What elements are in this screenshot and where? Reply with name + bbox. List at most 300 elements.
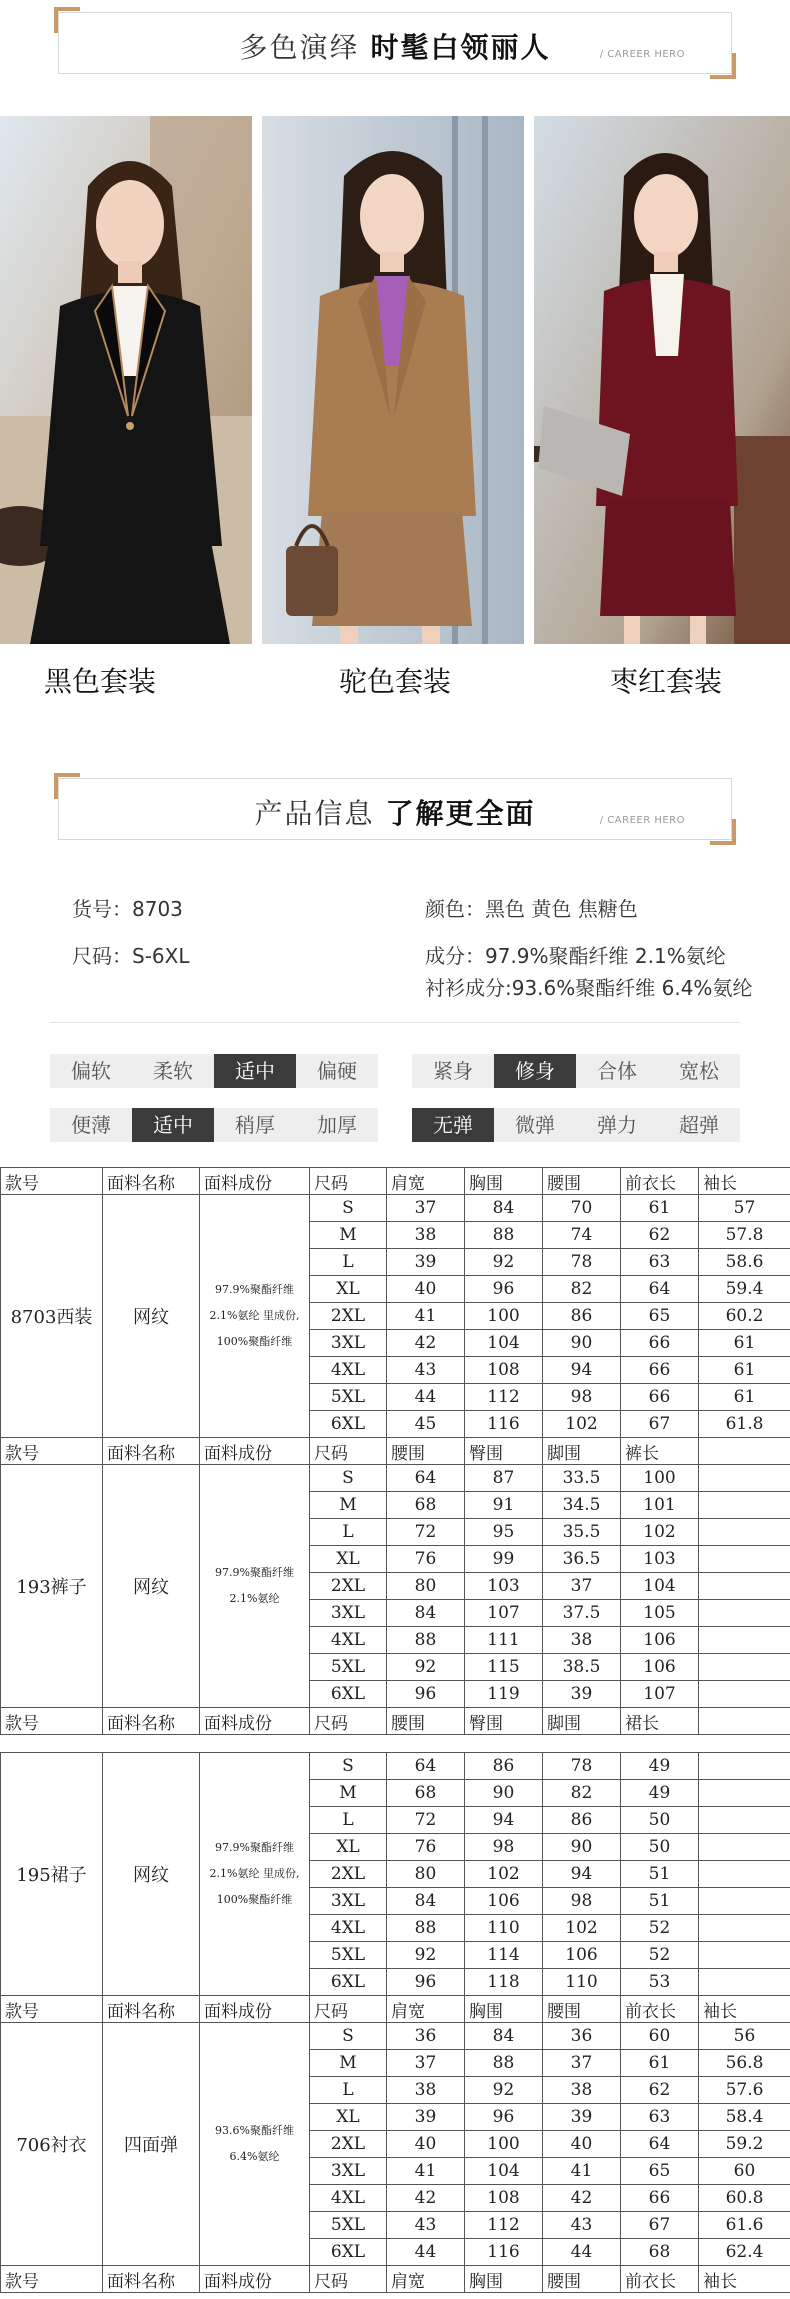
measurement-cell xyxy=(699,1753,790,1780)
measurement-cell: 92 xyxy=(465,1249,543,1276)
measurement-cell: 37.5 xyxy=(543,1600,621,1627)
size-label-cell: 5XL xyxy=(310,1384,387,1411)
table-row xyxy=(1,1753,790,1780)
size-table-header-row xyxy=(1,1996,790,2023)
measurement-cell: 49 xyxy=(621,1753,699,1780)
measurement-cell: 38 xyxy=(543,2077,621,2104)
measurement-cell: 65 xyxy=(621,2158,699,2185)
size-label-cell: 2XL xyxy=(310,2131,387,2158)
measurement-cell: 44 xyxy=(387,2239,465,2266)
size-range: 尺码：S-6XL xyxy=(72,944,190,968)
measurement-cell xyxy=(699,1627,790,1654)
measurement-cell: 86 xyxy=(465,1753,543,1780)
column-header: 袖长 xyxy=(699,2266,790,2293)
measurement-cell: 67 xyxy=(621,1411,699,1438)
column-header: 面料名称 xyxy=(103,1438,200,1465)
measurement-cell: 92 xyxy=(387,1654,465,1681)
measurement-cell: 37 xyxy=(387,2050,465,2077)
measurement-cell: 66 xyxy=(621,1384,699,1411)
column-header: 尺码 xyxy=(310,1708,387,1735)
measurement-cell: 106 xyxy=(465,1888,543,1915)
measurement-cell xyxy=(699,1492,790,1519)
column-header: 尺码 xyxy=(310,1438,387,1465)
elasticity-option-selected: 无弹 xyxy=(412,1108,494,1142)
fit-option-selected: 修身 xyxy=(494,1054,576,1088)
measurement-cell: 100 xyxy=(465,1303,543,1330)
size-label-cell: 4XL xyxy=(310,1357,387,1384)
size-label-cell: 4XL xyxy=(310,1915,387,1942)
banner-subtitle: / CAREER HERO xyxy=(599,49,685,60)
thickness-option: 稍厚 xyxy=(235,1113,275,1137)
measurement-cell: 50 xyxy=(621,1807,699,1834)
column-header: 腰围 xyxy=(387,1708,465,1735)
banner-title-plain: 多色演绎 xyxy=(239,31,360,64)
size-label-cell: 3XL xyxy=(310,1330,387,1357)
measurement-cell: 115 xyxy=(465,1654,543,1681)
column-header: 尺码 xyxy=(310,2266,387,2293)
measurement-cell: 52 xyxy=(621,1915,699,1942)
measurement-cell: 49 xyxy=(621,1780,699,1807)
measurement-cell: 36.5 xyxy=(543,1546,621,1573)
column-header: 面料名称 xyxy=(103,1168,200,1195)
measurement-cell xyxy=(699,1915,790,1942)
measurement-cell: 63 xyxy=(621,1249,699,1276)
banner-subtitle: / CAREER HERO xyxy=(599,815,685,826)
column-header: 尺码 xyxy=(310,1168,387,1195)
measurement-cell: 90 xyxy=(543,1834,621,1861)
size-label-cell: 5XL xyxy=(310,1942,387,1969)
caption-camel-suit: 驼色套装 xyxy=(338,665,451,698)
model-cell: 195裙子 xyxy=(1,1753,103,1996)
measurement-cell: 94 xyxy=(543,1861,621,1888)
measurement-cell: 41 xyxy=(387,2158,465,2185)
measurement-cell: 60.8 xyxy=(699,2185,790,2212)
measurement-cell: 57 xyxy=(699,1195,790,1222)
measurement-cell: 96 xyxy=(465,2104,543,2131)
measurement-cell: 88 xyxy=(465,2050,543,2077)
measurement-cell: 59.4 xyxy=(699,1276,790,1303)
size-label-cell: 3XL xyxy=(310,1888,387,1915)
size-label-cell: 2XL xyxy=(310,1573,387,1600)
measurement-cell: 106 xyxy=(621,1627,699,1654)
measurement-cell: 62 xyxy=(621,2077,699,2104)
column-header: 款号 xyxy=(1,2266,103,2293)
model-photo-camel-suit-image xyxy=(262,116,524,644)
fabric-composition: 成分：97.9%聚酯纤维 2.1%氨纶 xyxy=(425,944,726,968)
column-header: 面料成份 xyxy=(200,1168,310,1195)
measurement-cell: 88 xyxy=(387,1627,465,1654)
column-header: 脚围 xyxy=(543,1438,621,1465)
column-header: 前衣长 xyxy=(621,1168,699,1195)
measurement-cell: 98 xyxy=(543,1384,621,1411)
measurement-cell: 68 xyxy=(621,2239,699,2266)
size-label-cell: 2XL xyxy=(310,1303,387,1330)
size-label-cell: 6XL xyxy=(310,1969,387,1996)
size-label-cell: 5XL xyxy=(310,1654,387,1681)
measurement-cell xyxy=(699,1969,790,1996)
measurement-cell: 78 xyxy=(543,1753,621,1780)
measurement-cell: 112 xyxy=(465,2212,543,2239)
measurement-cell xyxy=(699,1654,790,1681)
measurement-cell: 84 xyxy=(387,1600,465,1627)
composition-cell: 97.9%聚酯纤维 2.1%氨纶 里成份, 100%聚酯纤维 xyxy=(200,1195,310,1438)
banner-title xyxy=(59,792,731,832)
measurement-cell: 41 xyxy=(387,1303,465,1330)
composition-cell: 97.9%聚酯纤维 2.1%氨纶 xyxy=(200,1465,310,1708)
model-photo-gallery xyxy=(0,116,790,644)
column-header: 腰围 xyxy=(387,1438,465,1465)
size-label-cell: S xyxy=(310,2023,387,2050)
column-header: 面料成份 xyxy=(200,1996,310,2023)
measurement-cell: 44 xyxy=(387,1384,465,1411)
size-label-cell: L xyxy=(310,2077,387,2104)
measurement-cell: 90 xyxy=(465,1780,543,1807)
measurement-cell: 106 xyxy=(543,1942,621,1969)
measurement-cell: 50 xyxy=(621,1834,699,1861)
measurement-cell: 94 xyxy=(543,1357,621,1384)
column-header: 臀围 xyxy=(465,1438,543,1465)
measurement-cell: 82 xyxy=(543,1276,621,1303)
elasticity-option: 超弹 xyxy=(679,1113,719,1137)
elasticity-option: 微弹 xyxy=(515,1113,555,1137)
column-header: 款号 xyxy=(1,1708,103,1735)
measurement-cell: 102 xyxy=(543,1411,621,1438)
measurement-cell: 61 xyxy=(699,1384,790,1411)
measurement-cell: 51 xyxy=(621,1888,699,1915)
banner-title-bold: 了解更全面 xyxy=(385,797,536,830)
thickness-option-selected: 适中 xyxy=(132,1108,214,1142)
thickness-option: 加厚 xyxy=(317,1113,357,1137)
measurement-cell: 33.5 xyxy=(543,1465,621,1492)
model-photo-wine-suit[interactable] xyxy=(534,116,790,644)
column-header xyxy=(699,1438,790,1465)
measurement-cell: 39 xyxy=(543,2104,621,2131)
measurement-cell: 104 xyxy=(465,2158,543,2185)
size-label-cell: L xyxy=(310,1807,387,1834)
softness-option: 偏软 xyxy=(71,1059,111,1083)
measurement-cell: 103 xyxy=(465,1573,543,1600)
measurement-cell: 70 xyxy=(543,1195,621,1222)
column-header: 面料成份 xyxy=(200,2266,310,2293)
measurement-cell: 100 xyxy=(465,2131,543,2158)
thickness-selector xyxy=(50,1108,378,1142)
measurement-cell: 42 xyxy=(543,2185,621,2212)
measurement-cell: 104 xyxy=(465,1330,543,1357)
measurement-cell: 45 xyxy=(387,1411,465,1438)
measurement-cell: 102 xyxy=(543,1915,621,1942)
model-photo-camel-suit[interactable] xyxy=(262,116,524,644)
measurement-cell: 98 xyxy=(465,1834,543,1861)
measurement-cell: 61 xyxy=(621,2050,699,2077)
measurement-cell: 40 xyxy=(387,1276,465,1303)
model-cell: 8703西装 xyxy=(1,1195,103,1438)
fit-option: 宽松 xyxy=(679,1059,719,1083)
measurement-cell: 76 xyxy=(387,1546,465,1573)
measurement-cell: 96 xyxy=(387,1681,465,1708)
caption-black-suit: 黑色套装 xyxy=(43,665,156,698)
measurement-cell: 44 xyxy=(543,2239,621,2266)
measurement-cell: 119 xyxy=(465,1681,543,1708)
measurement-cell xyxy=(699,1519,790,1546)
section-divider xyxy=(50,1022,740,1023)
measurement-cell xyxy=(699,1942,790,1969)
measurement-cell: 35.5 xyxy=(543,1519,621,1546)
measurement-cell: 106 xyxy=(621,1654,699,1681)
measurement-cell: 38 xyxy=(543,1627,621,1654)
size-label-cell: 6XL xyxy=(310,1681,387,1708)
measurement-cell: 116 xyxy=(465,1411,543,1438)
shirt-composition: 衬衫成分:93.6%聚酯纤维 6.4%氨纶 xyxy=(425,976,753,1000)
measurement-cell: 90 xyxy=(543,1330,621,1357)
size-label-cell: XL xyxy=(310,1546,387,1573)
measurement-cell: 102 xyxy=(465,1861,543,1888)
measurement-cell: 72 xyxy=(387,1519,465,1546)
measurement-cell: 101 xyxy=(621,1492,699,1519)
measurement-cell xyxy=(699,1600,790,1627)
size-label-cell: XL xyxy=(310,2104,387,2131)
column-header: 肩宽 xyxy=(387,1996,465,2023)
measurement-cell: 84 xyxy=(387,1888,465,1915)
measurement-cell: 100 xyxy=(621,1465,699,1492)
column-header: 款号 xyxy=(1,1168,103,1195)
measurement-cell: 84 xyxy=(465,1195,543,1222)
measurement-cell: 86 xyxy=(543,1303,621,1330)
measurement-cell: 37 xyxy=(387,1195,465,1222)
size-chart-table xyxy=(0,1167,790,2293)
composition-cell: 97.9%聚酯纤维 2.1%氨纶 里成份, 100%聚酯纤维 xyxy=(200,1753,310,1996)
measurement-cell: 51 xyxy=(621,1861,699,1888)
caption-wine-suit: 枣红套装 xyxy=(609,665,722,698)
table-row xyxy=(1,1465,790,1492)
measurement-cell: 52 xyxy=(621,1942,699,1969)
measurement-cell: 56 xyxy=(699,2023,790,2050)
size-label-cell: 3XL xyxy=(310,1600,387,1627)
measurement-cell: 56.8 xyxy=(699,2050,790,2077)
measurement-cell: 114 xyxy=(465,1942,543,1969)
size-label-cell: XL xyxy=(310,1834,387,1861)
column-header: 款号 xyxy=(1,1996,103,2023)
measurement-cell: 39 xyxy=(387,2104,465,2131)
measurement-cell: 78 xyxy=(543,1249,621,1276)
measurement-cell: 110 xyxy=(465,1915,543,1942)
measurement-cell: 110 xyxy=(543,1969,621,1996)
measurement-cell: 66 xyxy=(621,1330,699,1357)
measurement-cell: 107 xyxy=(465,1600,543,1627)
table-row xyxy=(1,2023,790,2050)
measurement-cell: 111 xyxy=(465,1627,543,1654)
section-banner-style xyxy=(58,12,732,74)
size-label-cell: 4XL xyxy=(310,1627,387,1654)
section-banner-product-info xyxy=(58,778,732,840)
column-header: 前衣长 xyxy=(621,2266,699,2293)
size-label-cell: 5XL xyxy=(310,2212,387,2239)
measurement-cell: 53 xyxy=(621,1969,699,1996)
measurement-cell: 61 xyxy=(699,1330,790,1357)
measurement-cell: 105 xyxy=(621,1600,699,1627)
column-header: 面料名称 xyxy=(103,2266,200,2293)
measurement-cell: 65 xyxy=(621,1303,699,1330)
measurement-cell xyxy=(699,1546,790,1573)
size-label-cell: M xyxy=(310,1492,387,1519)
column-header: 肩宽 xyxy=(387,1168,465,1195)
column-header: 面料名称 xyxy=(103,1996,200,2023)
measurement-cell: 102 xyxy=(621,1519,699,1546)
measurement-cell: 62 xyxy=(621,1222,699,1249)
column-header: 面料成份 xyxy=(200,1708,310,1735)
measurement-cell: 41 xyxy=(543,2158,621,2185)
composition-cell: 93.6%聚酯纤维 6.4%氨纶 xyxy=(200,2023,310,2266)
model-photo-black-suit[interactable] xyxy=(0,116,252,644)
elasticity-option: 弹力 xyxy=(597,1113,637,1137)
column-header: 裤长 xyxy=(621,1438,699,1465)
measurement-cell: 59.2 xyxy=(699,2131,790,2158)
measurement-cell: 94 xyxy=(465,1807,543,1834)
measurement-cell xyxy=(699,1834,790,1861)
measurement-cell: 39 xyxy=(387,1249,465,1276)
fabric-name-cell: 四面弹 xyxy=(103,2023,200,2266)
size-label-cell: 2XL xyxy=(310,1861,387,1888)
measurement-cell: 92 xyxy=(387,1942,465,1969)
banner-title-plain: 产品信息 xyxy=(254,797,375,830)
model-photo-black-suit-image xyxy=(0,116,252,644)
model-cell: 706衬衣 xyxy=(1,2023,103,2266)
size-label-cell: L xyxy=(310,1249,387,1276)
measurement-cell: 103 xyxy=(621,1546,699,1573)
softness-option: 偏硬 xyxy=(317,1059,357,1083)
table-gap-cell xyxy=(1,1735,790,1753)
size-label-cell: 6XL xyxy=(310,2239,387,2266)
measurement-cell: 61.8 xyxy=(699,1411,790,1438)
measurement-cell: 61 xyxy=(621,1195,699,1222)
column-header: 尺码 xyxy=(310,1996,387,2023)
elasticity-selector xyxy=(412,1108,740,1142)
measurement-cell xyxy=(699,1780,790,1807)
measurement-cell: 34.5 xyxy=(543,1492,621,1519)
measurement-cell: 43 xyxy=(387,2212,465,2239)
measurement-cell: 64 xyxy=(387,1465,465,1492)
measurement-cell: 108 xyxy=(465,1357,543,1384)
measurement-cell: 66 xyxy=(621,2185,699,2212)
column-header: 面料成份 xyxy=(200,1438,310,1465)
table-row xyxy=(1,1195,790,1222)
size-label-cell: XL xyxy=(310,1276,387,1303)
fit-selector xyxy=(412,1054,740,1088)
column-header: 袖长 xyxy=(699,1996,790,2023)
measurement-cell: 76 xyxy=(387,1834,465,1861)
item-number: 货号：8703 xyxy=(72,897,183,921)
measurement-cell: 38 xyxy=(387,2077,465,2104)
model-photo-wine-suit-image xyxy=(534,116,790,644)
measurement-cell: 57.6 xyxy=(699,2077,790,2104)
measurement-cell: 87 xyxy=(465,1465,543,1492)
thickness-option: 便薄 xyxy=(71,1113,111,1137)
model-cell: 193裤子 xyxy=(1,1465,103,1708)
size-label-cell: M xyxy=(310,1780,387,1807)
size-label-cell: S xyxy=(310,1465,387,1492)
size-label-cell: M xyxy=(310,1222,387,1249)
column-header: 臀围 xyxy=(465,1708,543,1735)
measurement-cell xyxy=(699,1681,790,1708)
column-header: 面料名称 xyxy=(103,1708,200,1735)
measurement-cell: 68 xyxy=(387,1492,465,1519)
measurement-cell: 36 xyxy=(543,2023,621,2050)
size-table-header-row xyxy=(1,1438,790,1465)
measurement-cell: 60 xyxy=(621,2023,699,2050)
softness-option-selected: 适中 xyxy=(214,1054,296,1088)
measurement-cell: 86 xyxy=(543,1807,621,1834)
size-label-cell: L xyxy=(310,1519,387,1546)
measurement-cell xyxy=(699,1888,790,1915)
fabric-name-cell: 网纹 xyxy=(103,1465,200,1708)
measurement-cell: 38.5 xyxy=(543,1654,621,1681)
measurement-cell: 64 xyxy=(621,1276,699,1303)
measurement-cell: 72 xyxy=(387,1807,465,1834)
measurement-cell: 43 xyxy=(387,1357,465,1384)
measurement-cell: 36 xyxy=(387,2023,465,2050)
column-header: 腰围 xyxy=(543,1996,621,2023)
measurement-cell: 80 xyxy=(387,1573,465,1600)
column-header: 腰围 xyxy=(543,1168,621,1195)
column-header: 前衣长 xyxy=(621,1996,699,2023)
column-header: 脚围 xyxy=(543,1708,621,1735)
measurement-cell xyxy=(699,1573,790,1600)
measurement-cell: 107 xyxy=(621,1681,699,1708)
size-label-cell: 3XL xyxy=(310,2158,387,2185)
size-table-header-row xyxy=(1,2266,790,2293)
measurement-cell: 64 xyxy=(621,2131,699,2158)
size-table-header-row xyxy=(1,1168,790,1195)
measurement-cell: 82 xyxy=(543,1780,621,1807)
measurement-cell: 60.2 xyxy=(699,1303,790,1330)
column-header: 款号 xyxy=(1,1438,103,1465)
size-label-cell: S xyxy=(310,1195,387,1222)
measurement-cell: 40 xyxy=(543,2131,621,2158)
measurement-cell: 116 xyxy=(465,2239,543,2266)
measurement-cell: 42 xyxy=(387,1330,465,1357)
column-header xyxy=(699,1708,790,1735)
softness-selector xyxy=(50,1054,378,1088)
column-header: 袖长 xyxy=(699,1168,790,1195)
fabric-name-cell: 网纹 xyxy=(103,1753,200,1996)
size-label-cell: M xyxy=(310,2050,387,2077)
measurement-cell xyxy=(699,1465,790,1492)
table-gap xyxy=(1,1735,790,1753)
column-header: 胸围 xyxy=(465,1996,543,2023)
banner-title xyxy=(59,26,731,66)
measurement-cell: 68 xyxy=(387,1780,465,1807)
measurement-cell: 58.6 xyxy=(699,1249,790,1276)
measurement-cell: 60 xyxy=(699,2158,790,2185)
size-label-cell: 6XL xyxy=(310,1411,387,1438)
measurement-cell: 64 xyxy=(387,1753,465,1780)
measurement-cell: 84 xyxy=(465,2023,543,2050)
measurement-cell: 57.8 xyxy=(699,1222,790,1249)
size-table-header-row xyxy=(1,1708,790,1735)
measurement-cell: 104 xyxy=(621,1573,699,1600)
measurement-cell: 38 xyxy=(387,1222,465,1249)
measurement-cell: 74 xyxy=(543,1222,621,1249)
measurement-cell: 39 xyxy=(543,1681,621,1708)
column-header: 裙长 xyxy=(621,1708,699,1735)
column-header: 胸围 xyxy=(465,1168,543,1195)
measurement-cell: 99 xyxy=(465,1546,543,1573)
measurement-cell: 80 xyxy=(387,1861,465,1888)
measurement-cell: 108 xyxy=(465,2185,543,2212)
measurement-cell: 42 xyxy=(387,2185,465,2212)
column-header: 腰围 xyxy=(543,2266,621,2293)
available-colors: 颜色：黑色 黄色 焦糖色 xyxy=(425,897,638,921)
softness-option: 柔软 xyxy=(153,1059,193,1083)
